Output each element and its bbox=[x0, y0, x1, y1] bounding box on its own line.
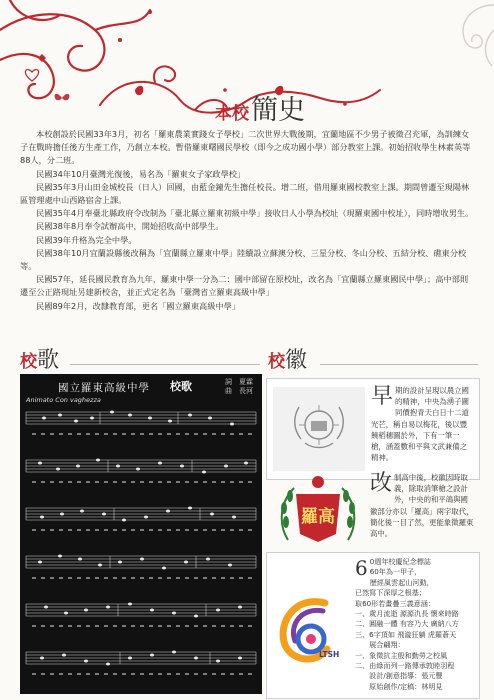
history-heading bbox=[215, 88, 305, 127]
anniversary-drop-cap: 6 bbox=[355, 556, 368, 580]
emblem-current-body: 制高中後，校徽因時取義，除取消筆槍之設計外，中央的和平鴿與國徽部分亦以「羅高」兩字取代，簡化後一目了然，更能象徵羅東高中。 bbox=[370, 473, 474, 539]
school-emblem-heading-red: 校 bbox=[268, 352, 285, 372]
divider bbox=[320, 364, 478, 365]
emblem-early-body: 期的設計呈現以農立國的精神，中央為湧子圖同價抱青天白日十二道光芒，稱自易以梅花，後以豐饒稻穗圖於外，下有一筆一槍，涵蓋數和平與文武兼備之精神。 bbox=[371, 386, 469, 463]
score-credits bbox=[225, 378, 253, 396]
anniversary-line: 二、圓融一體 有容乃大 廣納八方 bbox=[355, 619, 459, 629]
anniversary-logo-card bbox=[266, 552, 480, 699]
anniversary-line: 三、6字頂如 飛漩狂躺 虎羅蒼天 bbox=[355, 629, 457, 639]
history-text bbox=[20, 128, 476, 313]
anniversary-line: 已然寫下深厚之根基； bbox=[355, 588, 426, 598]
music-staves bbox=[20, 408, 262, 694]
anniversary-line: 一、象徵抗主殷和勤勞之校風 bbox=[355, 650, 448, 660]
emblem-early-drop-cap: 早 bbox=[371, 384, 394, 409]
anniversary-line: 0週年校慶紀念標誌 bbox=[369, 557, 431, 566]
emblem-current-card bbox=[266, 470, 478, 548]
school-song-sheet-music bbox=[20, 374, 262, 694]
school-song-heading bbox=[20, 343, 59, 374]
tempo-marking: Animato Con vaghezza bbox=[26, 396, 101, 404]
divider bbox=[70, 364, 260, 365]
swirl-ornament-top-right bbox=[404, 0, 494, 70]
history-heading-red: 本校 bbox=[215, 104, 249, 124]
anniversary-line: 歷經風雲起山河動， bbox=[369, 577, 434, 587]
score-title-suffix: 校歌 bbox=[170, 380, 192, 393]
anniversary-60-logo bbox=[275, 593, 341, 665]
school-emblem-heading bbox=[268, 343, 307, 374]
early-emblem-image bbox=[273, 387, 365, 471]
lyricist-credit: 詞 夏霖 bbox=[225, 378, 253, 386]
score-title: 國立羅東高級中學 bbox=[58, 382, 150, 394]
school-song-heading-red: 校 bbox=[20, 352, 37, 372]
anniversary-line: 60年為一甲子， bbox=[369, 567, 422, 577]
heart-icon bbox=[25, 70, 38, 81]
anniversary-logo-text: LTSH bbox=[319, 650, 340, 659]
history-paragraph: 民國89年2月，改隸教育部，更名「國立羅東高級中學」 bbox=[36, 300, 240, 311]
butterfly-icon bbox=[55, 94, 70, 100]
history-paragraph: 民國38年8月奉令試辦高中，開始招收高中部學生。 bbox=[36, 221, 224, 232]
emblem-current-text bbox=[370, 472, 474, 539]
composer-credit: 曲 長河 bbox=[225, 387, 253, 395]
anniversary-line: 原始創作/定稿：林明見 bbox=[355, 681, 443, 691]
current-emblem-image bbox=[272, 472, 364, 546]
history-paragraph: 民國35年3月山田金城校長（日人）回國，由藍金鐘先生擔任校長。增二班，借用羅東國校教室上課。期間曾遷至現陽林區管理處中山西路宿舍上課。 bbox=[20, 181, 470, 206]
history-heading-big: 簡史 bbox=[251, 95, 305, 126]
svg-text:羅高: 羅高 bbox=[301, 507, 335, 527]
anniversary-text bbox=[355, 557, 477, 692]
emblem-early-text bbox=[371, 385, 473, 463]
anniversary-line: 取60形若畫疊三義意涵： bbox=[355, 598, 435, 608]
anniversary-line: 二、由綠而列一路傳承敦睦羽程 bbox=[355, 661, 455, 671]
history-paragraph: 民國39年升格為完全中學。 bbox=[36, 234, 137, 245]
anniversary-line: 展合翩翔： bbox=[355, 640, 405, 650]
history-paragraph: 民國57年，延長國民教育為九年，羅東中學一分為二：國中部留在原校址，改名為「宜蘭縣立羅東國民中學」；高中部則遷至公正路現址另建新校舍，並正式定名為「臺灣省立羅東高級中學」 bbox=[20, 274, 469, 298]
history-paragraph: 民國35年4月奉臺北縣政府令改制為「臺北縣立羅東初級中學」接收日人小學為校址（現羅東國中校址），同時增收男生。 bbox=[36, 208, 474, 219]
history-paragraph: 本校創設於民國33年3月，初名「羅東農業實踐女子學校」二次世界大戰後期，宜蘭地區不少男子被徵召充軍，為訓練女子在戰時擔任後方生產工作，乃創立本校。暫借羅東曙國民學校（即今之成功國小學）部分教室上課。初始招收學生林素英等88人，分二班。 bbox=[20, 129, 471, 166]
emblem-early-card bbox=[266, 378, 480, 480]
school-emblem-heading-big: 徽 bbox=[285, 348, 308, 373]
emblem-current-drop-cap: 改 bbox=[370, 471, 393, 496]
anniversary-line: 設計/創意指導：張元豐 bbox=[355, 671, 443, 681]
school-song-heading-big: 歌 bbox=[37, 348, 60, 373]
anniversary-line: 一、歲月流逝 源源氿長 懷來時路 bbox=[355, 609, 459, 619]
history-paragraph: 民國38年10月宜蘭設縣後改稱為「宜蘭縣立羅東中學」陸續設立蘇澳分校、三星分校、冬山分校、五結分校、礁東分校等。 bbox=[20, 247, 467, 272]
history-paragraph: 民國34年10月臺灣光復後，易名為「羅東女子家政學校」 bbox=[36, 168, 246, 179]
